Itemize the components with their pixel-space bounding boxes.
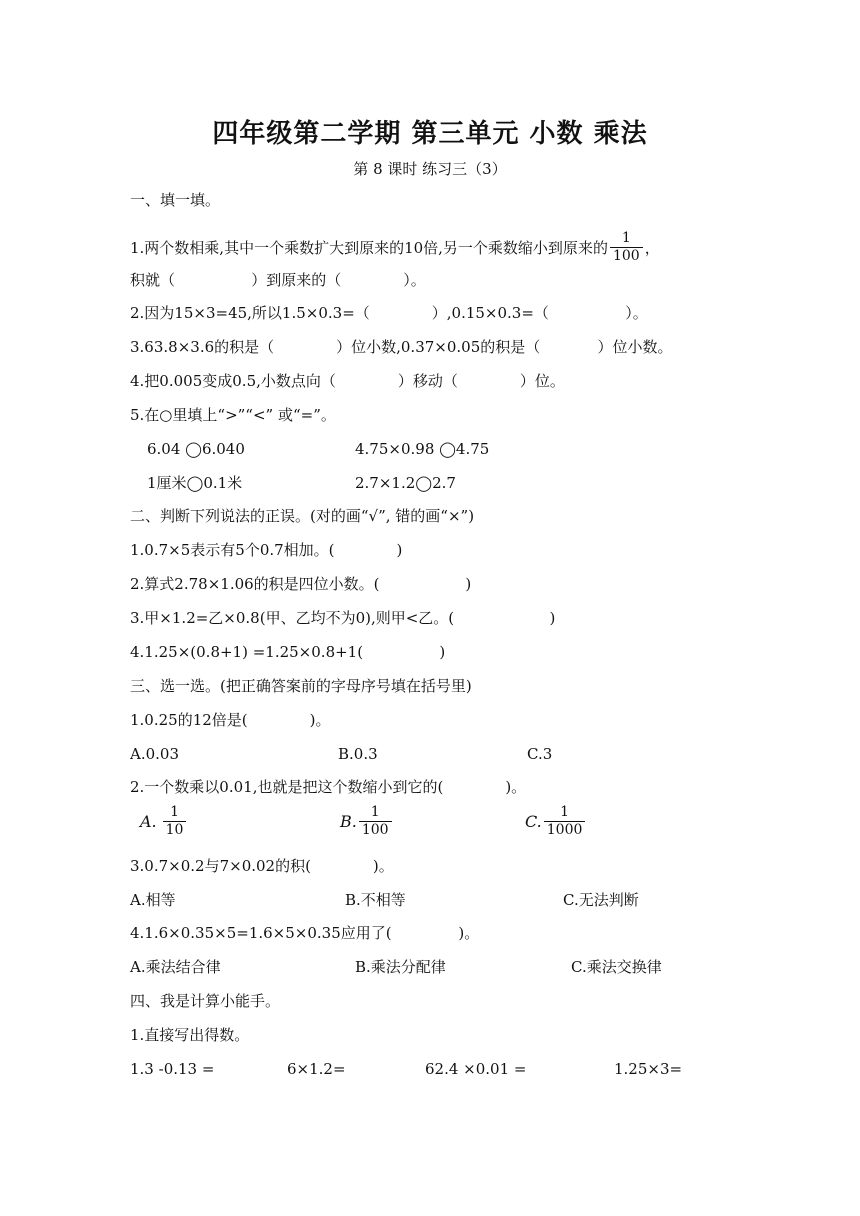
question-2-1: 1.0.7×5表示有5个0.7相加。( ) [130,541,403,559]
page-title: 四年级第二学期 第三单元 小数 乘法 [212,119,648,149]
option-3-1-a: A.0.03 [130,745,179,763]
option-3-2-c [525,804,587,839]
compare-item-2: 4.75×0.98 ◯4.75 [355,440,490,458]
option-3-3-b: B.不相等 [345,891,406,909]
question-1-1-text: 1.两个数相乘,其中一个乘数扩大到原来的10倍,另一个乘数缩小到原来的 [130,238,608,257]
fraction-numerator: 1 [170,804,180,820]
fraction-1-100 [359,804,392,839]
fraction-denominator: 1000 [544,821,586,839]
section-3-heading: 三、选一选。(把正确答案前的字母序号填在括号里) [130,677,472,695]
fraction-numerator: 1 [560,804,570,820]
option-3-3-c: C.无法判断 [563,891,639,909]
compare-item-1: 6.04 ◯6.040 [147,440,245,458]
question-3-1: 1.0.25的12倍是( )。 [130,711,331,729]
section-1-heading: 一、填一填。 [130,191,221,209]
page-subtitle: 第 8 课时 练习三（3） [353,160,507,178]
option-3-1-b: B.0.3 [338,745,378,763]
option-letter: C. [525,811,542,831]
question-1-4: 4.把0.005变成0.5,小数点向（ ）移动（ ）位。 [130,372,565,390]
fraction-1-10 [163,804,187,839]
question-1-2: 2.因为15×3=45,所以1.5×0.3=（ ）,0.15×0.3=（ ）。 [130,304,648,322]
question-1-1-comma: ， [644,238,660,257]
compare-item-4: 2.7×1.2◯2.7 [355,474,456,492]
question-1-5: 5.在○里填上“>”“<” 或“=”。 [130,406,336,424]
section-4-subheading: 1.直接写出得数。 [130,1026,250,1044]
fraction-denominator: 100 [610,247,643,265]
fraction-denominator: 10 [163,821,187,839]
option-letter: A. [140,811,157,831]
option-3-4-b: B.乘法分配律 [355,958,446,976]
option-3-4-a: A.乘法结合律 [130,958,221,976]
section-2-heading: 二、判断下列说法的正误。(对的画“√”, 错的画“×”) [130,507,475,525]
question-1-3: 3.63.8×3.6的积是（ ）位小数,0.37×0.05的积是（ ）位小数。 [130,338,673,356]
question-2-3: 3.甲×1.2=乙×0.8(甲、乙均不为0),则甲<乙。( ) [130,609,556,627]
fraction-1-1000 [544,804,586,839]
fraction-denominator: 100 [359,821,392,839]
fraction-1-100 [610,230,643,265]
option-3-2-b [340,804,394,839]
calc-item-1: 1.3 -0.13 = [130,1060,215,1078]
fraction-numerator: 1 [621,230,631,246]
question-3-3: 3.0.7×0.2与7×0.02的积( )。 [130,857,394,875]
option-3-1-c: C.3 [527,745,553,763]
question-1-1-line2: 积就（ ）到原来的（ ）。 [130,271,426,289]
question-1-1-line1 [130,230,660,265]
fraction-numerator: 1 [370,804,380,820]
option-3-3-a: A.相等 [130,891,176,909]
calc-item-4: 1.25×3= [614,1060,683,1078]
option-3-2-a [140,804,188,839]
calc-item-2: 6×1.2= [287,1060,346,1078]
question-2-4: 4.1.25×(0.8+1) =1.25×0.8+1( ) [130,643,446,661]
compare-item-3: 1厘米◯0.1米 [147,474,243,492]
option-3-4-c: C.乘法交换律 [571,958,662,976]
option-letter: B. [340,811,357,831]
section-4-heading: 四、我是计算小能手。 [130,992,281,1010]
question-3-2: 2.一个数乘以0.01,也就是把这个数缩小到它的( )。 [130,778,527,796]
calc-item-3: 62.4 ×0.01 = [425,1060,527,1078]
question-3-4: 4.1.6×0.35×5=1.6×5×0.35应用了( )。 [130,924,480,942]
question-2-2: 2.算式2.78×1.06的积是四位小数。( ) [130,575,472,593]
